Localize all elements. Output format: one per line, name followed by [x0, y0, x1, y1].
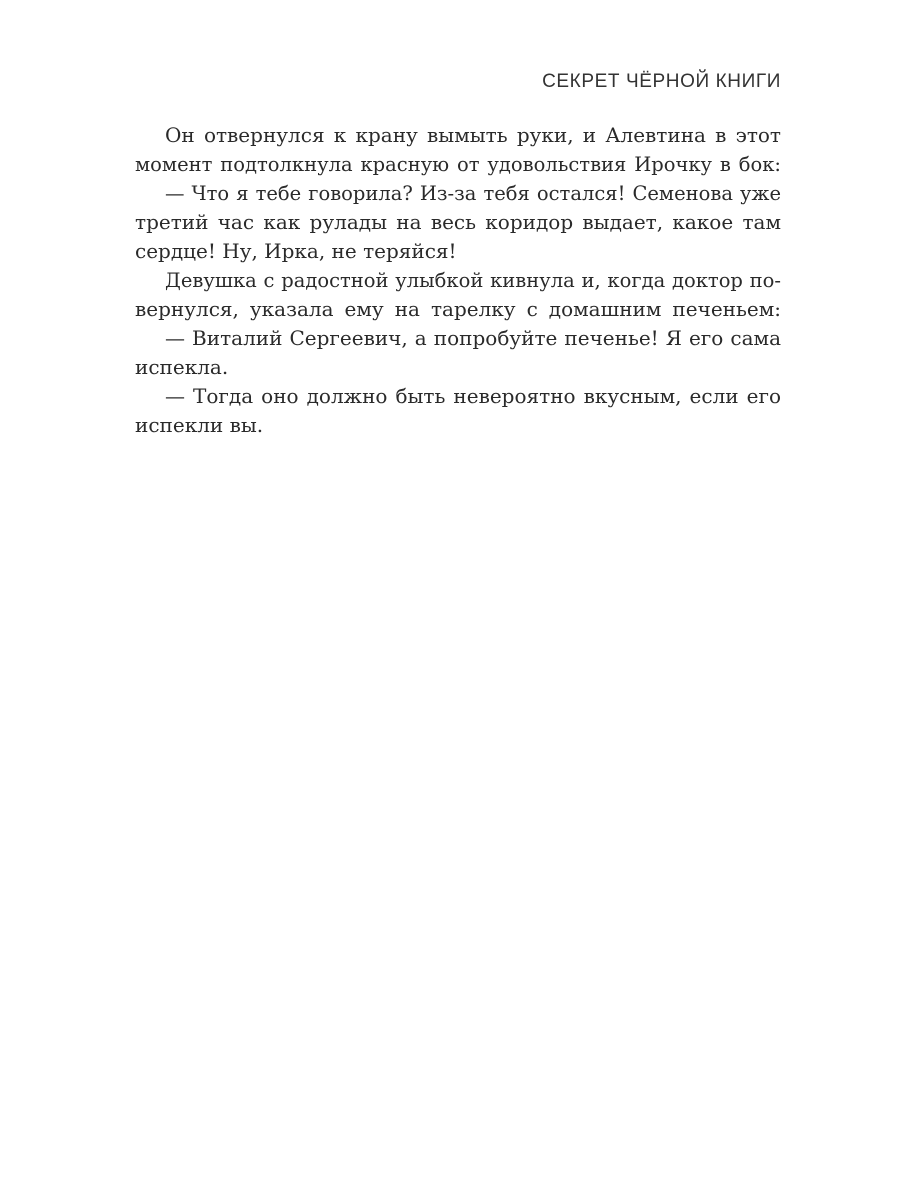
running-header: СЕКРЕТ ЧЁРНОЙ КНИГИ: [542, 71, 781, 92]
text-line: испекли вы.: [135, 413, 264, 437]
text-line: — Тогда оно должно быть невероятно вкусным, если его: [165, 384, 781, 408]
text-line: вернулся, указала ему на тарелку с домашним печеньем:: [135, 297, 781, 321]
text-line: Девушка с радостной улыбкой кивнула и, когда доктор по-: [165, 269, 781, 292]
text-line: сердце! Ну, Ирка, не теряйся!: [135, 239, 457, 263]
text-line: третий час как рулады на весь коридор выдает, какое там: [135, 210, 781, 234]
text-line: момент подтолкнула красную от удовольствия Ирочку в бок:: [135, 153, 781, 176]
text-line: — Что я тебе говорила? Из-за тебя остался! Семенова уже: [165, 182, 781, 205]
body-text: [135, 121, 781, 440]
text-line: — Виталий Сергеевич, а попробуйте печенье! Я его сама: [165, 326, 781, 350]
text-line: Он отвернулся к крану вымыть руки, и Алевтина в этот: [165, 123, 781, 147]
text-line: испекла.: [135, 355, 229, 379]
